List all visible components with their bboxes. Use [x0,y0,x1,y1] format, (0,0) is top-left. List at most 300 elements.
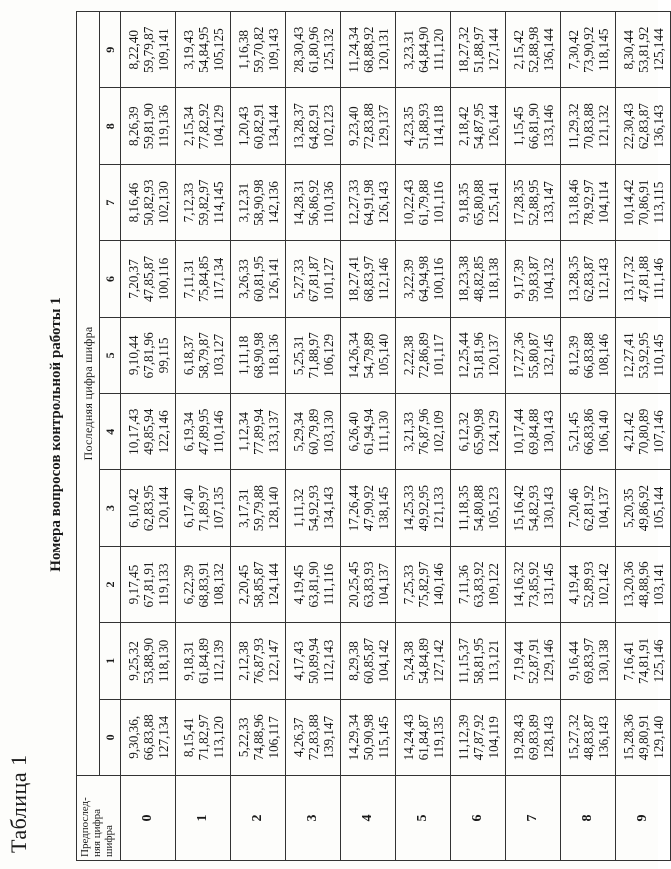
cell-line: 67,81,96 [140,332,156,379]
cell-line: 9,16,44 [565,641,581,681]
cell-line: 72,86,89 [415,332,431,379]
cell-line: 119,133 [155,563,171,606]
table-cell [176,546,231,622]
cell-line: 52,88,98 [525,26,541,73]
table-cell [506,394,561,470]
cell-line: 7,20,37 [125,259,141,299]
cell-line: 66,83,88 [140,714,156,761]
table-cell [176,394,231,470]
table-cell [176,470,231,546]
cell-line: 70,83,88 [580,103,596,150]
cell-line: 104,137 [595,486,611,530]
cell-line: 140,146 [430,563,446,606]
table-cell [341,699,396,775]
cell-line: 14,29,34 [345,714,361,761]
cell-line: 118,136 [265,334,281,377]
table-cell [616,546,671,622]
questions-table [76,11,671,861]
cell-line: 75,82,97 [415,561,431,608]
table-cell [286,623,341,699]
table-cell [341,394,396,470]
cell-line: 17,26,44 [345,485,361,532]
cell-line: 10,14,42 [620,179,636,226]
cell-line: 108,132 [210,563,226,606]
table-row [451,12,506,861]
cell-line: 54,80,88 [470,485,486,532]
cell-line: 15,28,36 [620,714,636,761]
column-header: 2 [100,546,121,622]
cell-line: 119,135 [430,716,446,759]
cell-line: 110,145 [650,334,666,377]
cell-line: 128,143 [540,715,556,759]
table-cell [341,241,396,317]
cell-line: 130,143 [540,486,556,530]
cell-line: 62,83,95 [140,485,156,532]
row-header: 8 [561,776,616,861]
table-cell [616,317,671,393]
column-header: 0 [100,699,121,775]
cell-line: 3,19,43 [180,29,196,70]
table-cell [121,623,176,699]
cell-line: 8,22,40 [125,29,141,70]
cell-line: 127,142 [430,639,446,683]
cell-line: 13,20,36 [620,561,636,608]
table-cell [341,470,396,546]
table-cell [561,470,616,546]
cell-line: 77,82,92 [195,103,211,150]
cell-line: 121,132 [595,104,611,148]
cell-line: 104,132 [540,257,556,301]
cell-line: 103,141 [650,563,666,606]
cell-line: 61,84,89 [195,637,211,684]
cell-line: 66,83,88 [580,332,596,379]
cell-line: 4,19,44 [565,564,581,605]
table-cell [616,12,671,88]
table-cell [561,88,616,164]
cell-line: 54,79,89 [360,332,376,379]
group-header: Последняя цифра шифра [77,12,100,776]
cell-line: 15,16,42 [510,485,526,532]
cell-line: 103,127 [210,333,226,377]
cell-line: 51,88,97 [470,26,486,73]
cell-line: 76,87,96 [415,408,431,455]
cell-line: 106,117 [265,716,281,759]
cell-line: 47,85,87 [140,255,156,303]
cell-line: 72,83,88 [305,714,321,761]
cell-line: 61,84,87 [415,714,431,761]
table-cell [561,699,616,775]
cell-line: 104,137 [375,563,391,606]
cell-line: 14,25,33 [400,485,416,532]
table-cell [231,12,286,88]
table-cell [451,12,506,88]
table-row [396,12,451,861]
cell-line: 10,22,43 [400,179,416,226]
table-cell [341,317,396,393]
cell-line: 110,146 [210,410,226,453]
table-cell [176,88,231,164]
table-cell [506,699,561,775]
cell-line: 133,146 [540,104,556,148]
cell-line: 62,83,87 [580,255,596,303]
table-cell [451,88,506,164]
cell-line: 105,125 [210,28,226,72]
cell-line: 1,20,43 [235,106,251,146]
cell-line: 6,18,37 [180,335,196,376]
cell-line: 115,145 [375,716,391,759]
table-cell [286,12,341,88]
cell-line: 12,27,41 [620,332,636,379]
cell-line: 5,20,35 [620,488,636,528]
cell-line: 63,83,93 [360,561,376,608]
cell-line: 11,15,37 [455,638,471,684]
cell-line: 54,84,89 [415,637,431,684]
cell-line: 49,92,95 [415,485,431,532]
table-cell [231,623,286,699]
cell-line: 136,144 [540,28,556,72]
table-row [341,12,396,861]
cell-line: 99,115 [155,337,171,374]
cell-line: 110,136 [320,181,336,224]
table-cell [396,164,451,240]
cell-line: 124,144 [265,563,281,606]
table-cell [231,546,286,622]
cell-line: 63,83,92 [470,561,486,608]
cell-line: 8,30,44 [620,29,636,70]
cell-line: 50,90,98 [360,714,376,761]
cell-line: 59,82,97 [195,179,211,226]
cell-line: 18,27,41 [345,255,361,303]
cell-line: 8,26,39 [125,106,141,146]
cell-line: 120,131 [375,28,391,72]
cell-line: 66,81,90 [525,103,541,150]
cell-line: 14,26,34 [345,332,361,379]
cell-line: 7,11,36 [455,564,471,605]
cell-line: 60,79,89 [305,408,321,455]
cell-line: 48,88,96 [635,561,651,608]
cell-line: 58,90,98 [250,179,266,226]
cell-line: 126,143 [375,181,391,224]
cell-line: 9,17,39 [510,259,526,299]
table-cell [286,470,341,546]
table-cell [506,241,561,317]
cell-line: 6,12,32 [455,411,471,452]
cell-line: 129,146 [540,639,556,683]
cell-line: 7,25,33 [400,564,416,605]
cell-line: 49,86,92 [635,485,651,532]
table-cell [561,12,616,88]
cell-line: 14,16,32 [510,561,526,608]
cell-line: 4,23,35 [400,106,416,146]
cell-line: 70,80,89 [635,408,651,455]
table-row [616,12,671,861]
cell-line: 107,146 [650,410,666,454]
cell-line: 5,24,38 [400,641,416,681]
cell-line: 138,145 [375,486,391,530]
cell-line: 17,28,35 [510,179,526,226]
table-cell [561,623,616,699]
table-cell [176,623,231,699]
table-cell [341,164,396,240]
cell-line: 2,22,38 [400,335,416,376]
cell-line: 53,92,95 [635,332,651,379]
table-label: Таблица 1 [6,754,31,853]
cell-line: 125,141 [485,181,501,224]
cell-line: 3,26,33 [235,259,251,299]
table-cell [396,88,451,164]
cell-line: 129,137 [375,104,391,148]
table-cell [396,623,451,699]
cell-line: 118,130 [155,639,171,683]
table-cell [561,241,616,317]
table-cell [121,470,176,546]
cell-line: 6,17,40 [180,488,196,528]
table-cell [286,88,341,164]
cell-line: 71,89,97 [195,485,211,532]
cell-line: 9,10,44 [125,335,141,376]
table-cell [176,317,231,393]
column-header: 8 [100,88,121,164]
cell-line: 130,143 [540,410,556,454]
cell-line: 2,15,34 [180,106,196,146]
table-cell [231,241,286,317]
table-cell [451,623,506,699]
table-cell [616,470,671,546]
cell-line: 54,82,93 [525,485,541,532]
row-header: 2 [231,776,286,861]
cell-line: 59,70,82 [250,26,266,73]
cell-line: 18,27,32 [455,26,471,73]
cell-line: 64,84,90 [415,26,431,73]
cell-line: 47,89,95 [195,408,211,455]
cell-line: 48,82,85 [470,255,486,303]
cell-line: 50,89,94 [305,637,321,684]
cell-line: 106,140 [595,410,611,454]
corner-header: Предпослед- няя цифра шифра [77,776,121,861]
cell-line: 126,144 [485,104,501,148]
cell-line: 101,127 [320,257,336,301]
cell-line: 48,83,87 [580,714,596,761]
cell-line: 1,12,34 [235,411,251,452]
cell-line: 1,11,32 [290,488,306,528]
cell-line: 8,12,39 [565,335,581,376]
cell-line: 59,79,88 [250,485,266,532]
cell-line: 5,27,33 [290,259,306,299]
cell-line: 71,82,97 [195,714,211,761]
column-header-row [100,12,121,861]
cell-line: 58,85,87 [250,561,266,608]
cell-line: 53,88,90 [140,637,156,684]
table-cell [231,470,286,546]
cell-line: 7,19,44 [510,641,526,681]
cell-line: 60,82,91 [250,103,266,150]
row-header: 0 [121,776,176,861]
table-cell [231,164,286,240]
cell-line: 132,145 [540,333,556,377]
cell-line: 62,81,92 [580,485,596,532]
cell-line: 109,122 [485,563,501,606]
cell-line: 109,141 [155,28,171,72]
cell-line: 105,140 [375,333,391,377]
cell-line: 131,145 [540,563,556,606]
table-cell [231,394,286,470]
cell-line: 72,83,88 [360,103,376,150]
cell-line: 64,82,91 [305,103,321,150]
cell-line: 107,135 [210,486,226,530]
cell-line: 50,82,93 [140,179,156,226]
row-header: 9 [616,776,671,861]
cell-line: 9,18,31 [180,641,196,681]
cell-line: 69,83,89 [525,714,541,761]
cell-line: 13,18,46 [565,179,581,226]
table-cell [506,317,561,393]
cell-line: 134,143 [320,486,336,530]
column-header: 3 [100,470,121,546]
cell-line: 122,146 [155,410,171,454]
cell-line: 7,30,42 [565,29,581,70]
table-row [121,12,176,861]
cell-line: 59,79,87 [140,26,156,73]
cell-line: 100,116 [430,257,446,301]
table-body [121,12,671,861]
cell-line: 102,130 [155,181,171,224]
cell-line: 56,86,92 [305,179,321,226]
cell-line: 13,28,35 [565,255,581,303]
table-cell [286,699,341,775]
table-cell [396,699,451,775]
cell-line: 9,18,35 [455,182,471,223]
table-cell [231,699,286,775]
cell-line: 14,28,31 [290,179,306,226]
row-header: 7 [506,776,561,861]
cell-line: 3,23,31 [400,29,416,70]
cell-line: 1,11,18 [235,335,251,375]
cell-line: 11,29,32 [565,103,581,150]
cell-line: 73,90,92 [580,26,596,73]
table-cell [506,470,561,546]
cell-line: 111,130 [375,410,391,453]
table-cell [616,394,671,470]
cell-line: 139,147 [320,715,336,759]
row-header: 1 [176,776,231,861]
cell-line: 7,20,46 [565,488,581,528]
cell-line: 113,121 [485,639,501,683]
cell-line: 67,81,87 [305,255,321,303]
table-row [231,12,286,861]
cell-line: 7,12,33 [180,182,196,223]
cell-line: 136,143 [595,715,611,759]
cell-line: 70,86,91 [635,179,651,226]
table-cell [396,317,451,393]
table-cell [121,394,176,470]
table-cell [176,12,231,88]
cell-line: 134,144 [265,104,281,148]
cell-line: 14,24,43 [400,714,416,761]
cell-line: 109,143 [265,28,281,72]
table-title: Номера вопросов контрольной работы 1 [48,297,64,572]
cell-line: 51,81,96 [470,332,486,379]
table-cell [451,241,506,317]
cell-line: 104,142 [375,639,391,683]
cell-line: 113,120 [210,716,226,759]
cell-line: 49,80,91 [635,714,651,761]
cell-line: 118,138 [485,257,501,301]
cell-line: 60,85,87 [360,637,376,684]
cell-line: 121,133 [430,486,446,530]
table-cell [616,164,671,240]
cell-line: 142,136 [265,181,281,224]
table-cell [286,394,341,470]
cell-line: 77,89,94 [250,408,266,455]
cell-line: 102,142 [595,563,611,606]
table-cell [176,241,231,317]
table-cell [506,12,561,88]
cell-line: 127,134 [155,715,171,759]
table-cell [396,470,451,546]
cell-line: 105,144 [650,486,666,530]
cell-line: 74,88,96 [250,714,266,761]
cell-line: 114,118 [430,105,446,148]
cell-line: 4,26,37 [290,717,306,758]
table-cell [121,164,176,240]
cell-line: 59,81,90 [140,103,156,150]
cell-line: 52,87,91 [525,637,541,684]
cell-line: 100,116 [155,257,171,301]
cell-line: 11,18,35 [455,485,471,531]
cell-line: 54,87,95 [470,103,486,150]
cell-line: 108,146 [595,333,611,377]
cell-line: 128,140 [265,486,281,530]
cell-line: 64,91,98 [360,179,376,226]
cell-line: 11,24,34 [345,26,361,73]
cell-line: 12,27,33 [345,179,361,226]
table-cell [121,546,176,622]
cell-line: 120,137 [485,333,501,377]
row-header: 5 [396,776,451,861]
cell-line: 129,140 [650,715,666,759]
cell-line: 101,116 [430,181,446,224]
cell-line: 68,83,91 [195,561,211,608]
cell-line: 3,22,39 [400,259,416,299]
table-cell [451,470,506,546]
cell-line: 7,11,31 [180,259,196,299]
cell-line: 20,25,45 [345,561,361,608]
cell-line: 2,12,38 [235,641,251,681]
row-header: 4 [341,776,396,861]
table-cell [616,241,671,317]
cell-line: 133,137 [265,410,281,454]
cell-line: 61,94,94 [360,408,376,455]
cell-line: 5,21,45 [565,411,581,452]
cell-line: 17,27,36 [510,332,526,379]
cell-line: 78,92,97 [580,179,596,226]
cell-line: 112,146 [375,257,391,301]
cell-line: 1,16,38 [235,29,251,70]
cell-line: 18,23,38 [455,255,471,303]
table-cell [451,699,506,775]
cell-line: 2,18,42 [455,106,471,146]
cell-line: 61,79,88 [415,179,431,226]
table-cell [121,699,176,775]
cell-line: 68,88,92 [360,26,376,73]
cell-line: 1,15,45 [510,106,526,146]
cell-line: 71,88,97 [305,332,321,379]
cell-line: 58,79,87 [195,332,211,379]
cell-line: 125,146 [650,639,666,683]
cell-line: 8,29,38 [345,641,361,681]
table-cell [176,699,231,775]
table-cell [286,546,341,622]
